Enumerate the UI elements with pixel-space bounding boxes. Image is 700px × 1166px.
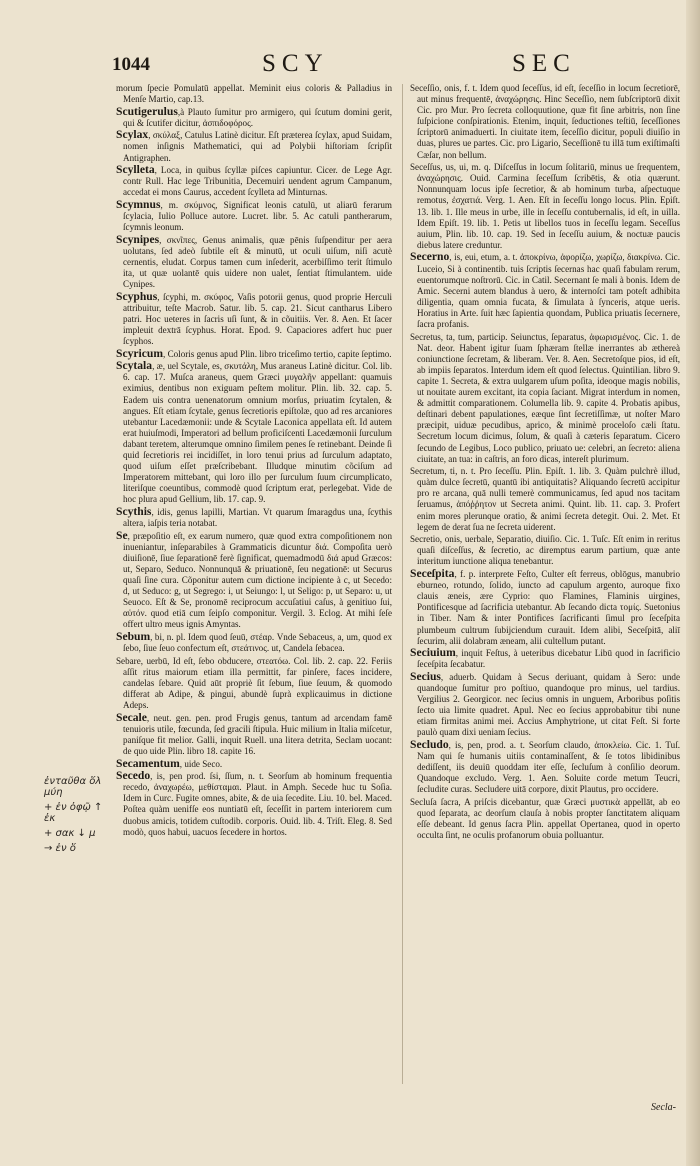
dictionary-entry: [116, 712, 392, 757]
dictionary-entry: [116, 291, 392, 347]
entry-headword: Scynipes: [116, 232, 160, 246]
entry-text: , σκύλαξ, Catulus Latinè dicitur. Eſt præterea ſcylax, apud Suidam, nomen inſignis Mathematici, qui ad Polybii hiſtoriam ſcripſit Antigraphen.: [123, 130, 392, 163]
entry-text: , neut. gen. pen. prod Frugis genus, tantum ad arcendam famē tenuioris utile, fœcunda, ſed gracili ſtipula. Huic milium in Italia miſcetur, paniſque fit melior. Galli, inquit Ruell. una litera detrita, Seclam uocant: de quo uide Plin. libro 18. capite 16.: [123, 712, 392, 756]
dictionary-entry: [410, 251, 680, 330]
entry-text: , is, pen prod. ſsi, ſſum, n. t. Seorſum ab hominum frequentia recedo, ἀναχωρέω, μεθίσταμαι. Plaut. in Amph. Secede huc tu Soſia. Idem in Curc. Fugite omnes, abite, & de uia ſecedite. Liu. 10. bel. Maced. Poſtea quàm uenifſe eos nuntiatū eſt, ſeceſſit in partem interiorem cum duobus amicis, totidem cuſtodib. corporis. Ouid. lib. 4. Triſt. Eleg. 8. Sed modò, quos habui, uacuos ſecedere in hortos.: [123, 771, 392, 837]
dictionary-entry: [116, 82, 392, 105]
dictionary-entry: [410, 331, 680, 465]
running-head-left: SCY: [262, 50, 329, 77]
entry-text: , is, pen, prod. a. t. Seorſum claudo, ἀποκλείω. Cic. 1. Tuſ. Nam qui ſe humanis uitiis contaminaſſent, & ſe totos libidinibus dediſſent, iis deuiū quoddam iter eſſe, ſecluſum à conſilio deorum. Quandoque excludo. Verg. 1. Aen. Soluite corde metum Teucri, ſecludite curas. Secludere uitā corpore, dixit Plautus, pro occidere.: [417, 739, 680, 795]
entry-headword: Secerno: [410, 250, 450, 264]
entry-text: , is, eui, etum, a. t. ἀποκρίνω, ἀφορίζω, χωρίζω, διακρίνω. Cic. Luceio, Si à continentib. tuis ſcriptis ſecernas hac quaſi fabulam rerum, euentorumque noſtrorū. Cic. in Catil. Secernant ſe mali à bonis. Idem de Amic. Secerni autem blandus à uero, & internoſci tam poteſt adhibita diligentia, quam omnia fucata, & ſimulata à ſynceris, atque ueris. Horatius in Arte. ſuit hæc ſapientia quondam, Publica priuatis ſecernere, ſacra profanis.: [417, 252, 680, 329]
entry-text: Secretus, ta, tum, particip. Seiunctus, ſeparatus, ἀφωρισμένος. Cic. 1. de Nat. deor. Habent igitur ſuam ſphæram ſtellæ inerrantes ab æthereà coniunctione ſecretam, & liberam. Ver. 8. Aen. Secretoſque pios, id eſt, ab impiis ſeparatos. Interdum idem eſt quod ſelectus. Quintilian. libro 9. capite 1. Secreta, & extra uulgarem uſum poſita, ideoque magis nobilis, ut nouitate aurem excitant, ita copia ſaciant. Migrat interdum in nomen, & admittit comparationem. Columella lib. 9. capite 4. Probatis apibus, deſtinari debent papulationes, eæque ſint ſecretiſſimæ, ut noſter Maro præcipit, uiduæ pecudibus, aprico, & minimè proceloſo cæli ſtatu. Secretum locum dicimus, ſolum, & quaſi à cæteris ſeparatum. Cicero ſecundo de Legibus, Loco publico, priuato ue: celebri, an ſecreto: aliena ciuitate, an tua: in caſtris, an foro dicas, intereſt plurimum.: [410, 331, 680, 464]
left-column: [116, 82, 392, 838]
dictionary-entry: [116, 655, 392, 711]
entry-headword: Secale: [116, 710, 147, 724]
entry-text: , præpoſitio eſt, ex earum numero, quæ quod extra compoſitionem non inueniantur, inſeparabiles à Grammaticis dicuntur διά. Compoſita uerò diuiſionē, ſiue ſeparationē ferè ſignificat, quemadmodū διά apud Græcos: ut, Separo, Seduco. Nonnunquā & priuationē, ſeu negationē: ut Securus quaſi ſine cura. Cõponitur autem cum dictione incipiente à c, ut Secedo: d, ut Seduco: g, ut Segrego: i, ut Seiungo: l, ut Seligo: p, ut Separo: u, ut Seuoco. Eſt & Se, pronomē reciprocum accuſatiui caſus, à genitiuo ſui, αὑτόν. quod etiā cum ſeipſo componitur. Vergil. 3. Eclog. At mihi ſeſe offert ultro meus ignis Amyntas.: [123, 530, 392, 630]
entry-text: Secretum, ti, n. t. Pro ſeceſſu. Plin. Epiſt. 1. lib. 3. Quàm pulchrè illud, quàm dulce ſecretū, quantū ibi antiquitatis? Aliquando ſecretū accipitur pro re arcana, quā nulli temerè communicamus, ſed apud nos tacitam ſeruamus, ἀπόῤῥητον ut Secreta animi. Quint. lib. 11. cap. 3. Profert enim mores plerunque oratio, & animi ſecreta detegit. Oui. 2. Met. Et legem de derat ſua ne ſecreta uiderent.: [410, 466, 680, 532]
entry-headword: Scythis: [116, 504, 152, 518]
entry-text: , bi, n. pl. Idem quod ſeuū, στέαρ. Vnde Sebaceus, a, um, quod ex ſebo, ſiue ſeuo confectum eſt, στεάτινος. ut, Candela ſebacea.: [123, 632, 392, 654]
running-head-right: SEC: [512, 50, 576, 77]
dictionary-entry: [410, 533, 680, 567]
entry-headword: Scylax: [116, 128, 149, 142]
entry-text: , Loca, in quibus ſcyllæ piſces capiuntur. Cicer. de Lege Agr. contr Rull. Hac lege Tribunitia, Decemuiri uendent agrum Campanum, accedat ei mons Caurus, accedent ſcylleta ad Minturnas.: [123, 165, 392, 198]
entry-text: , æ, uel Scytale, es, σκυτάλη, Mus araneus Latinè dicitur. Col. lib. 6. cap. 17. Muſca araneus, quem Græci μυγαλῆν appellant: quamuis eximius, dentibus non exiguam peſtem molitur. Plin. lib. 32. cap. 5. Eadem uis contra uenenatorum omnium morſus, priuatim ſcytalen, & angues. Eſt etiam ſcytale, genus ſecretioris epiſtolæ, quo ad res arcaniores utebantur Lacedæmonii: unde & Scytale Laconica appellata eſt. Id autem erat huiuſmodi, Imperatori ad bellum proficiſcenti Lacedæmonii ſurculum dabant teretem, alterumque omnino ſimilem penes ſe retinebant. Deinde ſi quid ſecretioris rei incidiſſet, in loro tenui prius ad ſurculum adaptato, quod uiſum eſſet præſcribebant. Illudque minutim cõciſum ad Imperatorem mittebant, qui loro illo per ſurculum ſuum circumplicato, literiſque coeuntibus, commodè quod ſcriptum erat, perlegebat. Vide de hoc plura apud Gellium, lib. 17. cap. 9.: [123, 361, 392, 505]
entry-text: Secluſa ſacra, A priſcis dicebantur, quæ Græci μυστικὰ appellāt, ab eo quod ſeparata, ac deorſum clauſa à nobis propter ſanctitatem aliquam eſſe debeant. Id genus ſacra Plin. appellat Opertanea, quod in operto occulta ſint, ne oculis profanorum obuia polluantur.: [410, 796, 680, 841]
marginal-note: ἐνταῦθα ὅλ μύη: [44, 776, 102, 798]
dictionary-entry: [410, 161, 680, 251]
dictionary-entry: [116, 348, 392, 360]
page-header: [112, 50, 672, 80]
entry-headword: Scyricum: [116, 346, 164, 360]
entry-text: Seceſſus, us, ui, m. q. Diſceſſus in locum ſolitariū, minus ue ſrequentem, ἀναχώρησις. Ouid. Carmina ſeceſſum ſcribētis, & otia quærunt. Nonnunquam locus ipſe ſecretior, & ab hominum turba, aſpectuque remotus, ἐσχατιά. Verg. 1. Aen. Eſt in ſeceſſu longo locus. Plin. Epiſt. 13. lib. 1. Ille meus in urbe, ille in ſeceſſu contubernalis, id eſt, in uilla. Idem Epiſt. 19. lib. 1. Petis ut libellos tuos in ſeceſſu legam. Seceſſus auium, Plin. lib. 10. cap. 19. Sed in ſeceſſu auium, & noctuæ paucis diebus latere creduntur.: [410, 162, 680, 250]
entry-text: Seceſſio, onis, f. t. Idem quod ſeceſſus, id eſt, ſeceſſio in locum ſecretiorē, aut minus frequentē, ἀναχώρησις. Hinc Seceſſio, nem ſubſcriptorū dixit Cic. pro Mur. Pro ſecreta colloquutione, quæ fit ſine arbitris, non ſine ſuſpicione conſpirationis. Etenim, inquit, ſeductiones teſtiū, ſeceſſiones ſcriptorū animaduerti. In ciuitate item, ſeceſſio dicitur, populi diuiſio in duas, plures ue partes. Cic. pro Ligario, Seceſſionē tu illā tum exiſtimaſti Cæſar, non bellum.: [410, 83, 680, 160]
dictionary-entry: [116, 631, 392, 654]
dictionary-entry: [410, 671, 680, 739]
entry-headword: Secedo: [116, 769, 151, 783]
entry-headword: Scylleta: [116, 163, 155, 177]
dictionary-entry: [116, 530, 392, 631]
dictionary-entry: [116, 199, 392, 233]
dictionary-entry: [116, 129, 392, 163]
entry-text: , Coloris genus apud Plin. libro triceſimo tertio, capite ſeptimo.: [163, 348, 392, 359]
entry-text: , inquit Feſtus, à ueteribus dicebatur Libū quod in ſacrificio ſeceſpita ſecabatur.: [417, 648, 680, 670]
dictionary-entry: [116, 106, 392, 129]
entry-text: morum ſpecie Pomulatū appellat. Meminit eius coloris & Palladius in Menſe Martio, cap.13.: [116, 83, 392, 105]
dictionary-entry: [116, 770, 392, 838]
entry-headword: Seceſpita: [410, 567, 455, 581]
entry-headword: Scutigerulus: [116, 104, 178, 118]
column-divider: [402, 84, 403, 1084]
catchword: Secla-: [651, 1102, 676, 1113]
entry-headword: Secamentum: [116, 756, 180, 770]
dictionary-entry: [116, 164, 392, 198]
entry-headword: Secius: [410, 669, 441, 683]
right-column: [410, 82, 680, 842]
entry-text: , aduerb. Quidam à Secus deriuant, quidam à Sero: unde quandoque ſumitur pro poſtiuo, quandoque pro minus, uel tardius. Vergilius 2. Georgicor. nec ſecius omnis in unguem, Arboribus poſitis ſecto uia limite quadret. Apul. Nec eo ſecius approbabitur tibi nune etiam firmitas animi mei. Accius Amphytrione, ut citat Feſt. Si forte paulò quam dixi ueniam ſecius.: [417, 671, 680, 738]
dictionary-entry: [410, 647, 680, 670]
entry-text: , m. σκύμνος, Significat leonis catulū, ut aliarū ferarum ſcylacia, Iulio Polluce autore. Lucret. libr. 5. Ac catuli pantherarum, ſcymnis leonum.: [123, 199, 392, 233]
dictionary-entry: [410, 82, 680, 161]
dictionary-entry: [116, 234, 392, 290]
entry-text: , idis, genus lapilli, Martian. Vt quarum ſmaragdus una, ſcythis altera, iaſpis teria notabat.: [123, 506, 392, 529]
entry-text: ,à Plauto ſumitur pro armigero, qui ſcutum domini gerit, qui & ſcutifer dicitur, ἀσπιδοφόρος.: [123, 106, 392, 128]
entry-text: , σκνῖπες, Genus animalis, quæ pēnis ſuſpenditur per aera uolutans, ſed adeò ſubtile eſt & minutū, ut oculi uiſum, niſi acutè cernentis, eludat. Corpus tamen cum inſederit, acerbiſſimo terit ſtimulo ita, ut quæ uolantē quis uidere non ualet, ſentiat ſtimulantem. uide Cynipes.: [123, 234, 392, 290]
entry-headword: Scytala: [116, 359, 153, 373]
dictionary-entry: [116, 506, 392, 529]
entry-text: Secretio, onis, uerbale, Separatio, diuiſio. Cic. 1. Tuſc. Eſt enim in reritus quaſi diſceſſus, & ſecretio, ac diremptus earum partium, quæ ante interitum iunctione aliqua tenebantur.: [410, 534, 680, 567]
entry-text: , f. p. interprete Feſto, Culter eſt ferreus, oblōgus, manubrio eburneo, rotundo, ſolido, iuncto ad capulum argento, auroque fixo clauis æneis, ære Cyprio: quo Flamines, Flaminis uirgines, Pontificesque ad ſacrificia utebantur. Ab ſecando dicta τομίς. Suetonius in Tiber. Nam & inter Pontifices ſacrificanti ſimul pro ſeceſpita plumbeum cultrum ſubijciendum curauit. Idem alibi, Seceſpitā, aliī ſecurim, alii dolabram æneam, alii cultellum putant.: [417, 569, 680, 646]
entry-headword: Secludo: [410, 737, 449, 751]
page-edge: [686, 0, 700, 1166]
handwritten-marginalia: [44, 776, 116, 858]
page-number: 1044: [112, 54, 150, 75]
marginal-note: → ἐν ὅ: [44, 843, 76, 854]
dictionary-entry: [116, 758, 392, 770]
entry-headword: Sebum: [116, 630, 151, 643]
entry-headword: Scyphus: [116, 289, 158, 303]
entry-headword: Seciuium: [410, 646, 456, 660]
entry-text: , uide Seco.: [179, 758, 223, 769]
entry-headword: Se: [116, 528, 128, 542]
entry-text: , ſcyphi, m. σκύφος, Vaſis potorii genus, quod proprie Herculi attribuitur, teſte Macrob. Satur. lib. 5. cap. 21. Sicut cantharus Libero patri. Hoc ueteres in ſacris uſi ſunt, & in cõuitiis. Ver. 8. Aen. Et ſacer impleuit dextrā ſcyphus. Horat. Epod. 9. Capaciores adfert huc puer ſcyphos.: [123, 291, 392, 347]
dictionary-entry: [410, 796, 680, 841]
entry-headword: Scymnus: [116, 197, 161, 211]
dictionary-entry: [410, 465, 680, 533]
dictionary-entry: [410, 739, 680, 795]
entry-text: Sebare, uerbū, Id eſt, ſebo obducere, στεατόω. Col. lib. 2. cap. 22. Feriis aſſit ritus maiorum etiam illa permittit, far pinſere, faces incidere, candelas ſebare. Quid aūt propriè ſit ſebum, ſiue ſeuum, & quomodo differat ab Adipe, & pingui, abundè ſuprà explicauimus in dictione Adeps.: [116, 655, 392, 711]
marginal-note: + ἐν ὀφῷ ↑ ἐκ: [44, 802, 103, 824]
dictionary-entry: [116, 360, 392, 505]
marginal-note: + σακ ↓ μ: [44, 828, 96, 839]
dictionary-entry: [410, 568, 680, 647]
